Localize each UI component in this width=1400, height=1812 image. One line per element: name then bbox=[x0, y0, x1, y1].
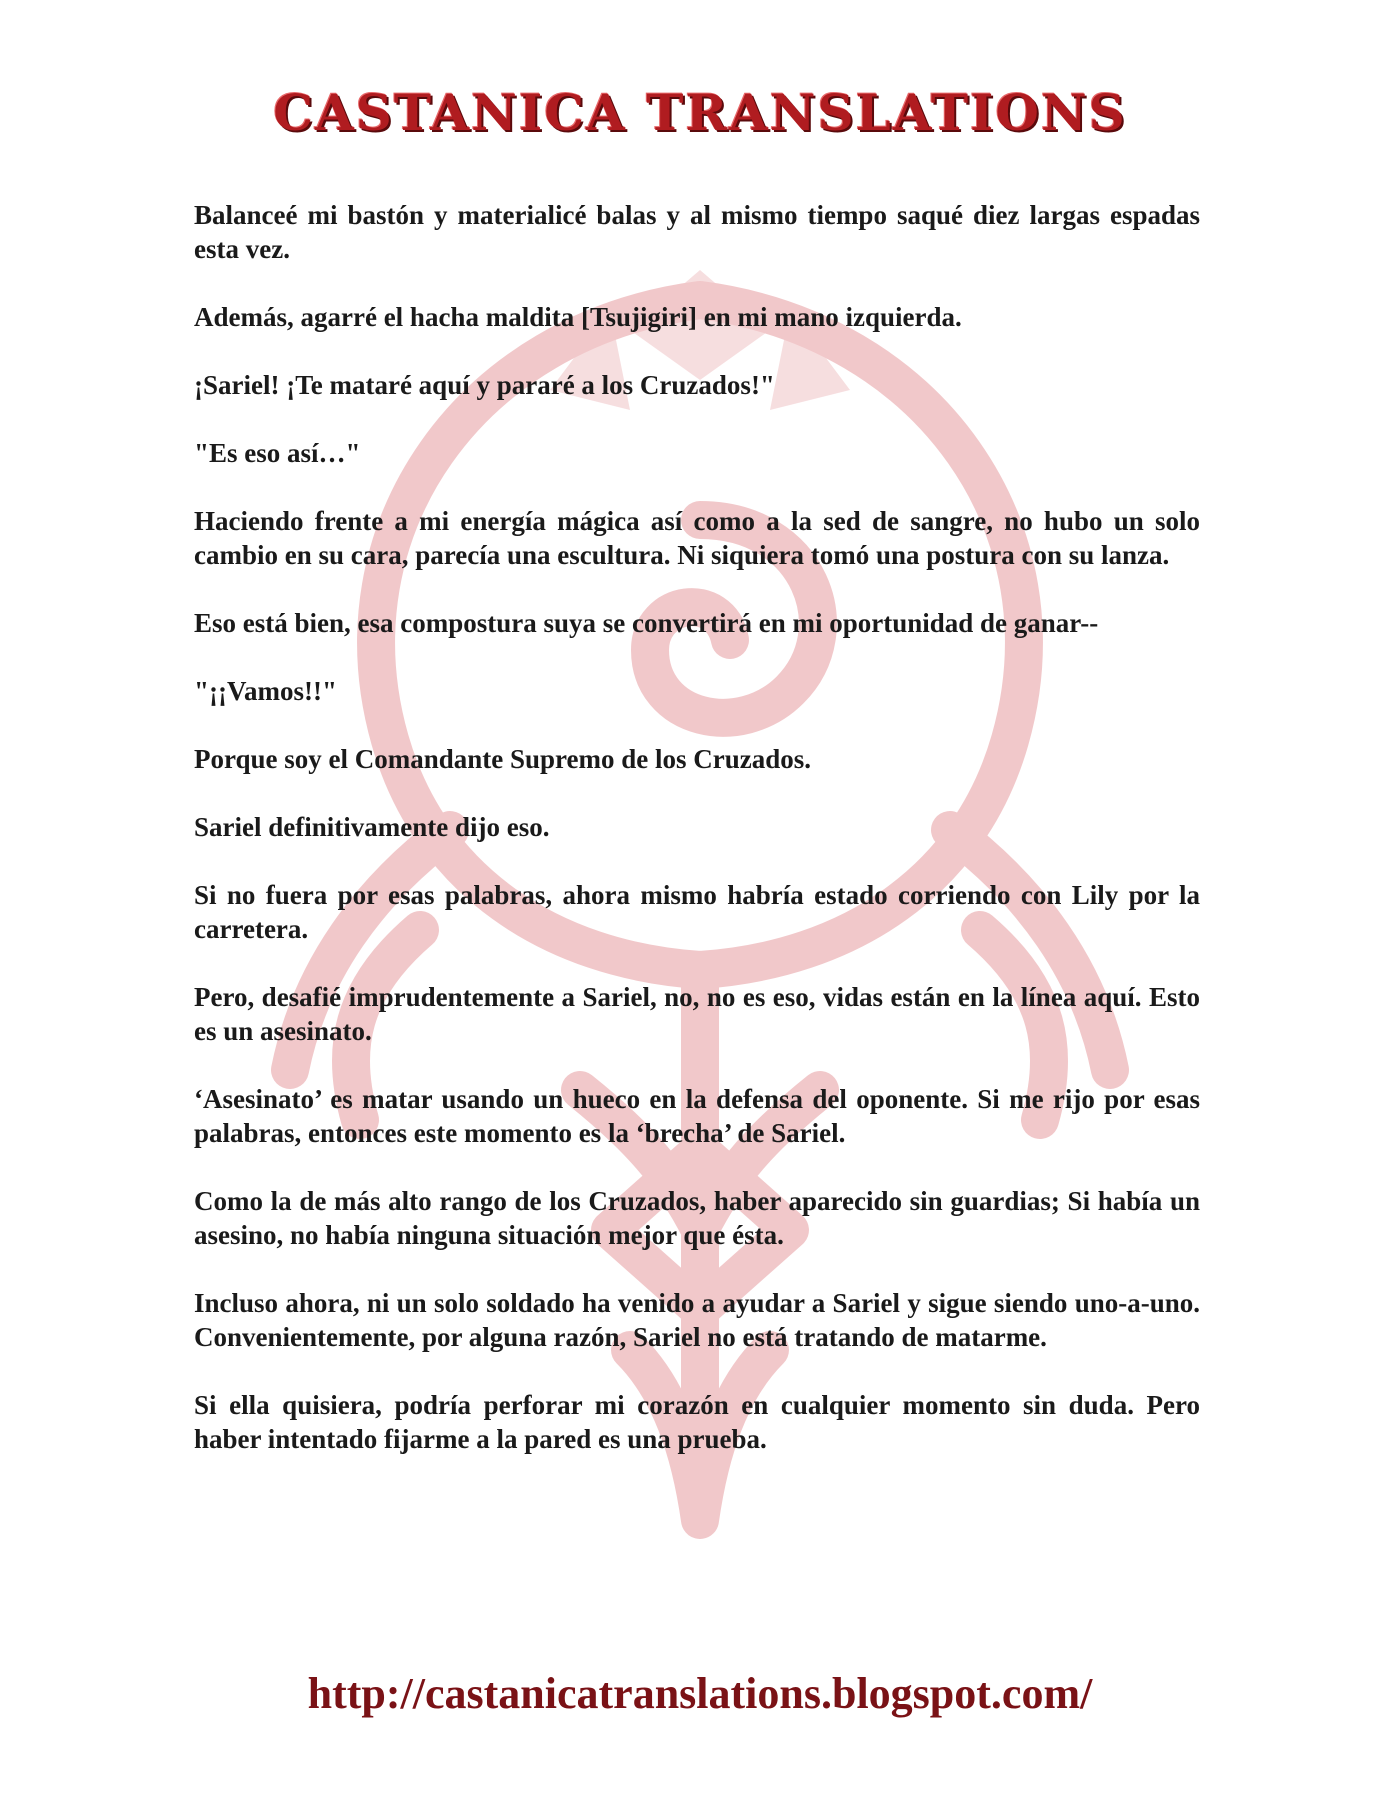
document-body bbox=[194, 198, 1200, 1490]
paragraph: "Es eso así…" bbox=[194, 438, 361, 468]
paragraph: Como la de más alto rango de los Cruzados, haber aparecido sin guardias; Si había un asesino, no había ninguna situación mejor que ésta. bbox=[194, 1186, 1200, 1250]
paragraph: Incluso ahora, ni un solo soldado ha venido a ayudar a Sariel y sigue siendo uno-a-uno. Convenientemente, por alguna razón, Sariel no está tratando de matarme. bbox=[194, 1288, 1200, 1352]
paragraph: Porque soy el Comandante Supremo de los Cruzados. bbox=[194, 744, 812, 774]
paragraph: Haciendo frente a mi energía mágica así como a la sed de sangre, no hubo un solo cambio en su cara, parecía una escultura. Ni siquiera tomó una postura con su lanza. bbox=[194, 506, 1200, 570]
paragraph: Si no fuera por esas palabras, ahora mismo habría estado corriendo con Lily por la carretera. bbox=[194, 880, 1200, 944]
paragraph: Además, agarré el hacha maldita [Tsujigiri] en mi mano izquierda. bbox=[194, 302, 962, 332]
paragraph: Sariel definitivamente dijo eso. bbox=[194, 812, 550, 842]
paragraph: "¡¡Vamos!!" bbox=[194, 676, 337, 706]
footer-url-link[interactable]: http://castanicatranslations.blogspot.com/ bbox=[307, 1669, 1093, 1718]
paragraph: ‘Asesinato’ es matar usando un hueco en la defensa del oponente. Si me rijo por esas palabras, entonces este momento es la ‘brecha’ de Sariel. bbox=[194, 1084, 1200, 1148]
site-title: CASTANICA TRANSLATIONS bbox=[273, 83, 1127, 142]
paragraph: Si ella quisiera, podría perforar mi corazón en cualquier momento sin duda. Pero haber intentado fijarme a la pared es una prueba. bbox=[194, 1390, 1200, 1454]
paragraph: ¡Sariel! ¡Te mataré aquí y pararé a los Cruzados!" bbox=[194, 370, 775, 400]
paragraph: Balanceé mi bastón y materialicé balas y al mismo tiempo saqué diez largas espadas esta vez. bbox=[194, 200, 1200, 264]
paragraph: Pero, desafié imprudentemente a Sariel, no, no es eso, vidas están en la línea aquí. Esto es un asesinato. bbox=[194, 982, 1200, 1046]
paragraph: Eso está bien, esa compostura suya se convertirá en mi oportunidad de ganar-- bbox=[194, 608, 1099, 638]
